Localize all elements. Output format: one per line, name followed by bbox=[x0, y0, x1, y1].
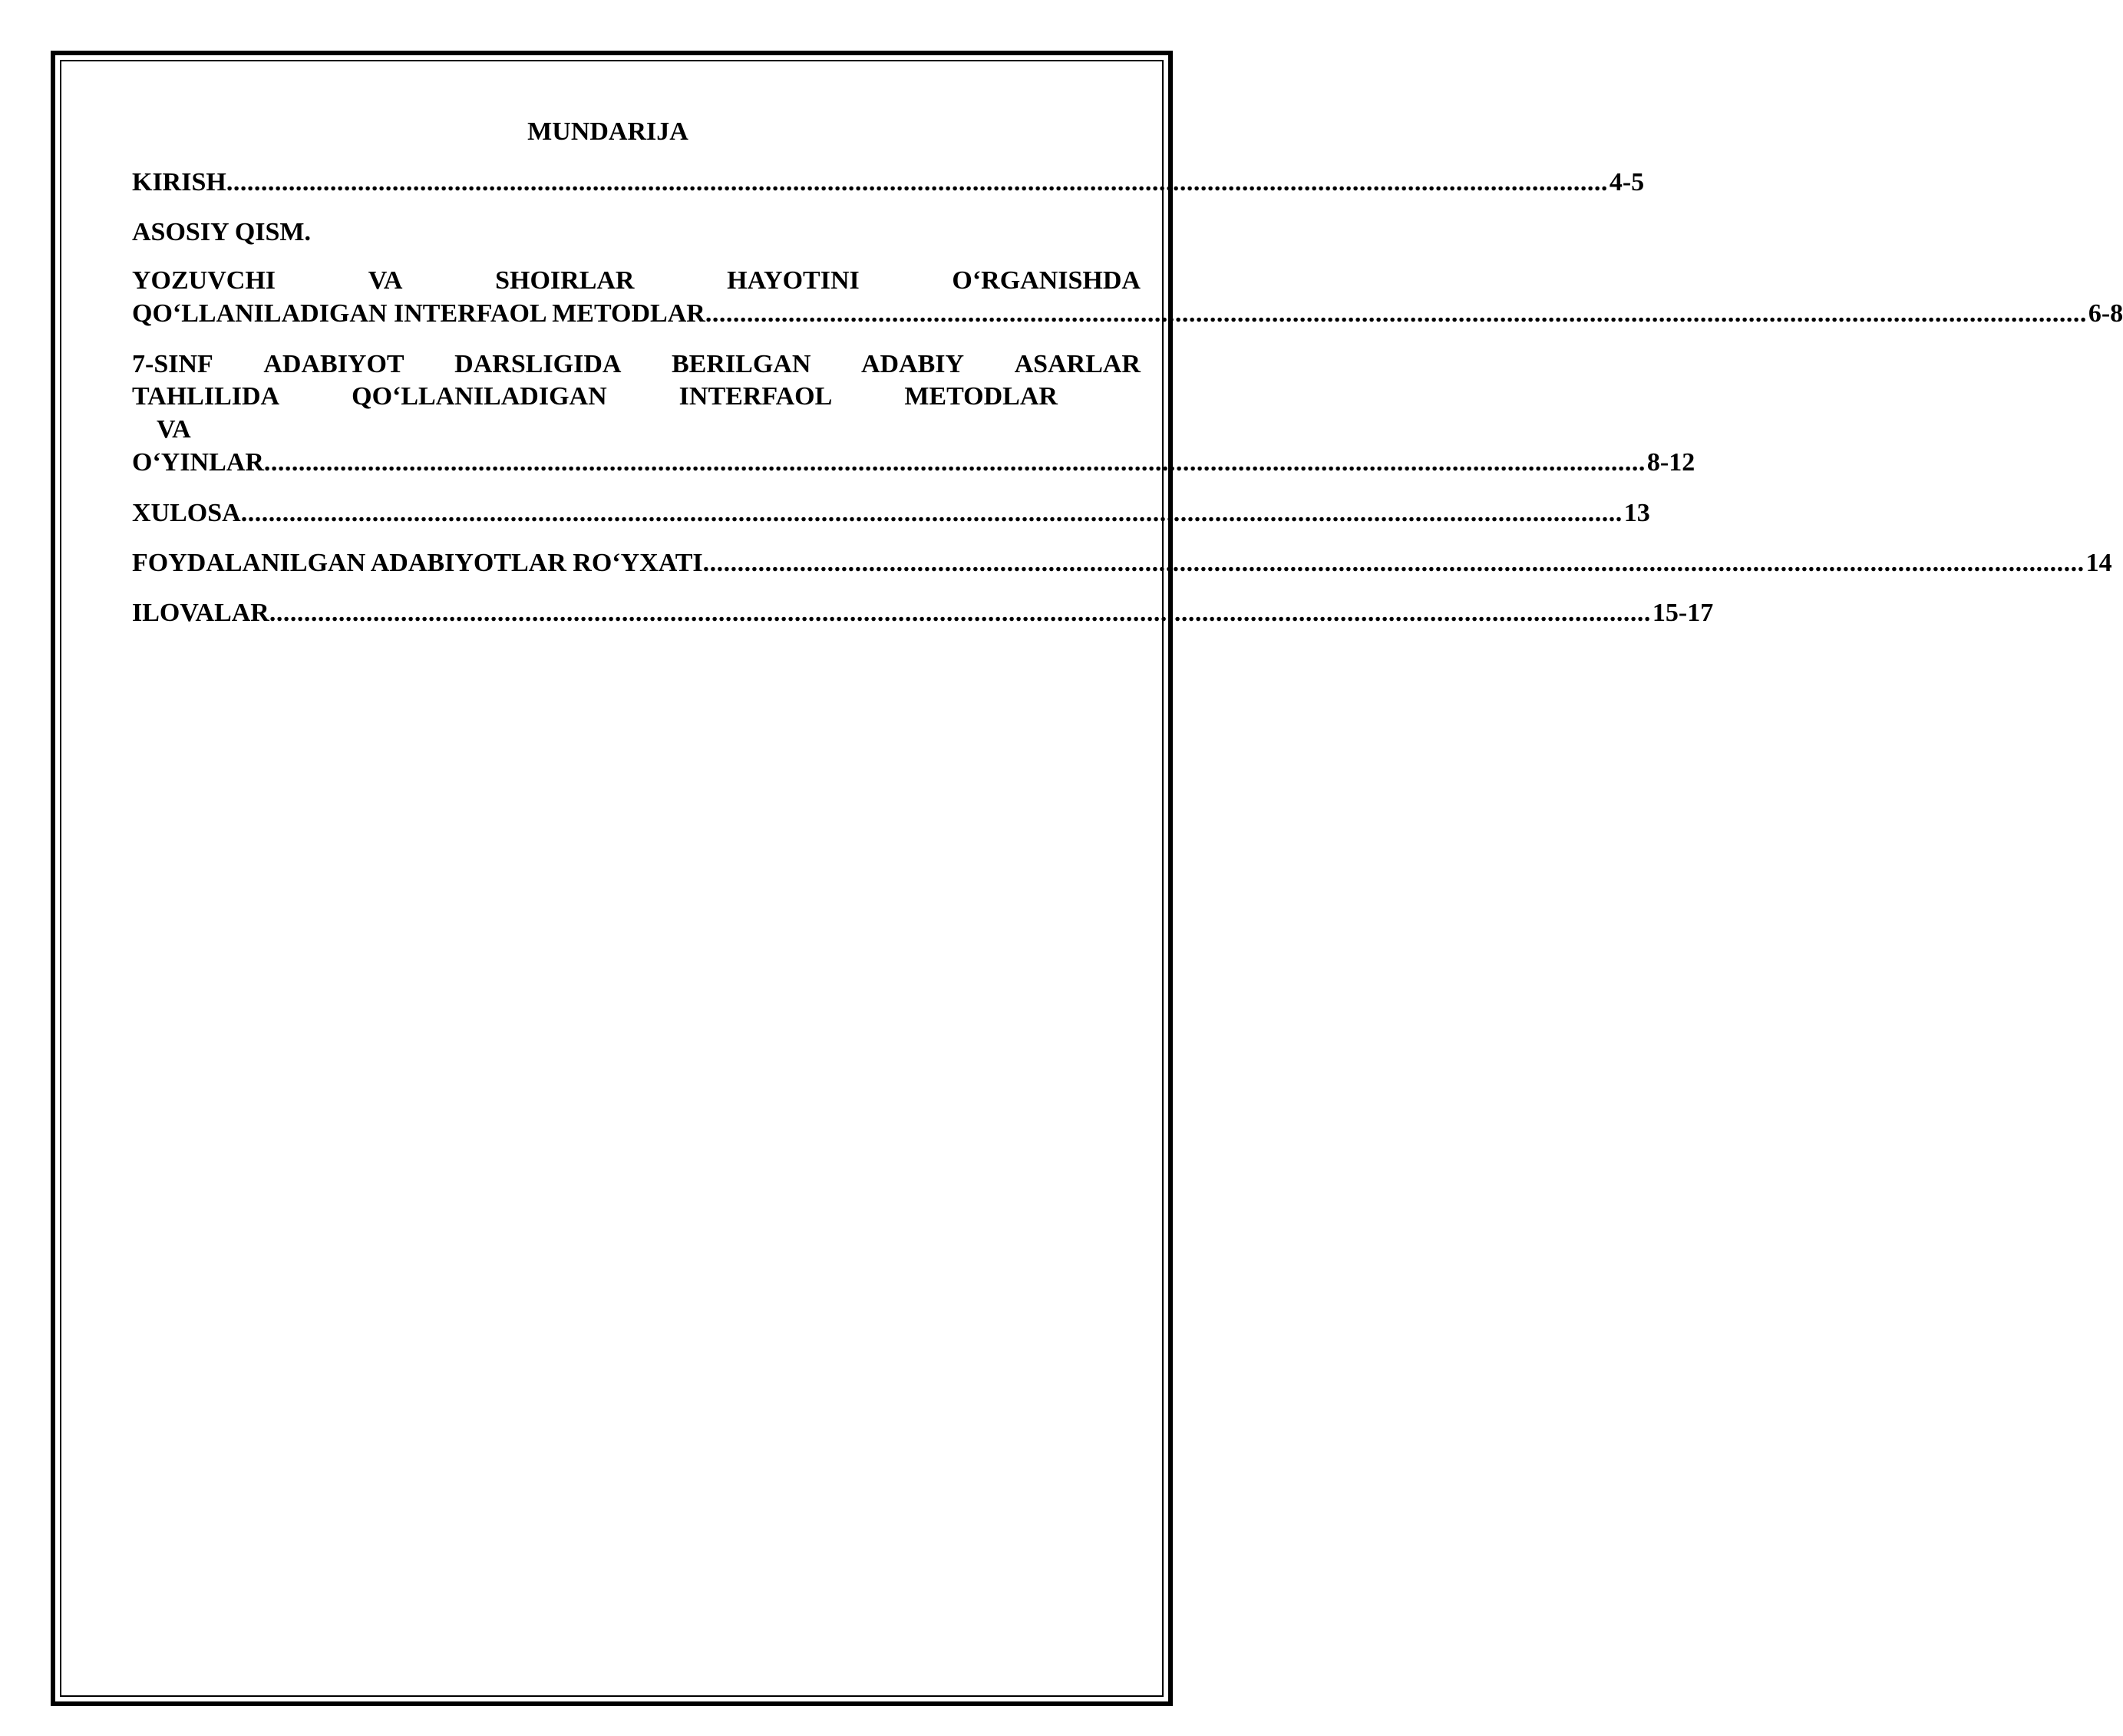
toc-entry-page: 13 bbox=[1623, 499, 1650, 527]
toc-entry-xulosa[interactable] bbox=[132, 497, 1650, 530]
toc-word: HAYOTINI bbox=[727, 266, 860, 295]
toc-entry-ilovalar[interactable] bbox=[132, 596, 1714, 629]
toc-leader-dots: ........................................................................................................................................................................................................ bbox=[702, 549, 2085, 577]
toc-entry-7sinf-line4[interactable] bbox=[132, 446, 1695, 479]
toc-entry-7sinf-line2[interactable] bbox=[132, 380, 1058, 413]
toc-entry-label: KIRISH bbox=[132, 168, 226, 196]
toc-entry-page: 4-5 bbox=[1609, 168, 1645, 196]
toc-title: MUNDARIJA bbox=[527, 117, 688, 146]
toc-entry-page: 14 bbox=[2085, 549, 2112, 577]
toc-word: O‘RGANISHDA bbox=[952, 266, 1141, 295]
toc-word: QO‘LLANILADIGAN bbox=[352, 382, 607, 411]
toc-leader-dots: ........................................................................................................................................................................................................ bbox=[263, 448, 1646, 477]
toc-entry-kirish[interactable] bbox=[132, 166, 1645, 199]
toc-word: INTERFAOL bbox=[679, 382, 833, 411]
toc-word: TAHLILIDA bbox=[132, 382, 280, 411]
toc-word: ADABIYOT bbox=[263, 350, 404, 378]
toc-entry-foydalanilgan[interactable] bbox=[132, 546, 2112, 579]
toc-entry-page: 8-12 bbox=[1646, 448, 1695, 477]
toc-word: ASARLAR bbox=[1014, 350, 1141, 378]
toc-entry-yozuvchi-line1[interactable] bbox=[132, 264, 1141, 297]
toc-entry-label: O‘YINLAR bbox=[132, 448, 264, 477]
toc-entry-label: ASOSIY QISM. bbox=[132, 218, 312, 246]
toc-entry-label: ILOVALAR bbox=[132, 599, 269, 627]
toc-entry-7sinf-line3[interactable] bbox=[157, 413, 191, 446]
toc-entry-label: QO‘LLANILADIGAN INTERFAOL METODLAR bbox=[132, 299, 705, 328]
toc-leader-dots: ........................................................................................................................................................................................................ bbox=[240, 499, 1623, 527]
toc-word: ADABIY bbox=[860, 350, 965, 378]
toc-entry-label: FOYDALANILGAN ADABIYOTLAR RO‘YXATI bbox=[132, 549, 703, 577]
toc-word: VA bbox=[368, 266, 403, 295]
toc-entry-7sinf-line1[interactable] bbox=[132, 348, 1141, 381]
toc-word: METODLAR bbox=[904, 382, 1058, 411]
toc-word: BERILGAN bbox=[672, 350, 811, 378]
toc-word: 7-SINF bbox=[132, 350, 213, 378]
toc-entry-page: 6-8 bbox=[2088, 299, 2123, 328]
toc-entry-page: 15-17 bbox=[1652, 599, 1714, 627]
toc-leader-dots: ........................................................................................................................................................................................................ bbox=[705, 299, 2087, 328]
toc-leader-dots: ........................................................................................................................................................................................................ bbox=[226, 168, 1608, 196]
toc-word: SHOIRLAR bbox=[495, 266, 635, 295]
toc-word: DARSLIGIDA bbox=[454, 350, 622, 378]
toc-entry-label: XULOSA bbox=[132, 499, 241, 527]
toc-entry-asosiy-qism[interactable] bbox=[132, 216, 311, 249]
toc-leader-dots: ........................................................................................................................................................................................................ bbox=[269, 599, 1651, 627]
toc-entry-yozuvchi-line2[interactable] bbox=[132, 297, 2123, 330]
toc-word: YOZUVCHI bbox=[132, 266, 276, 295]
toc-word: VA bbox=[157, 415, 191, 444]
